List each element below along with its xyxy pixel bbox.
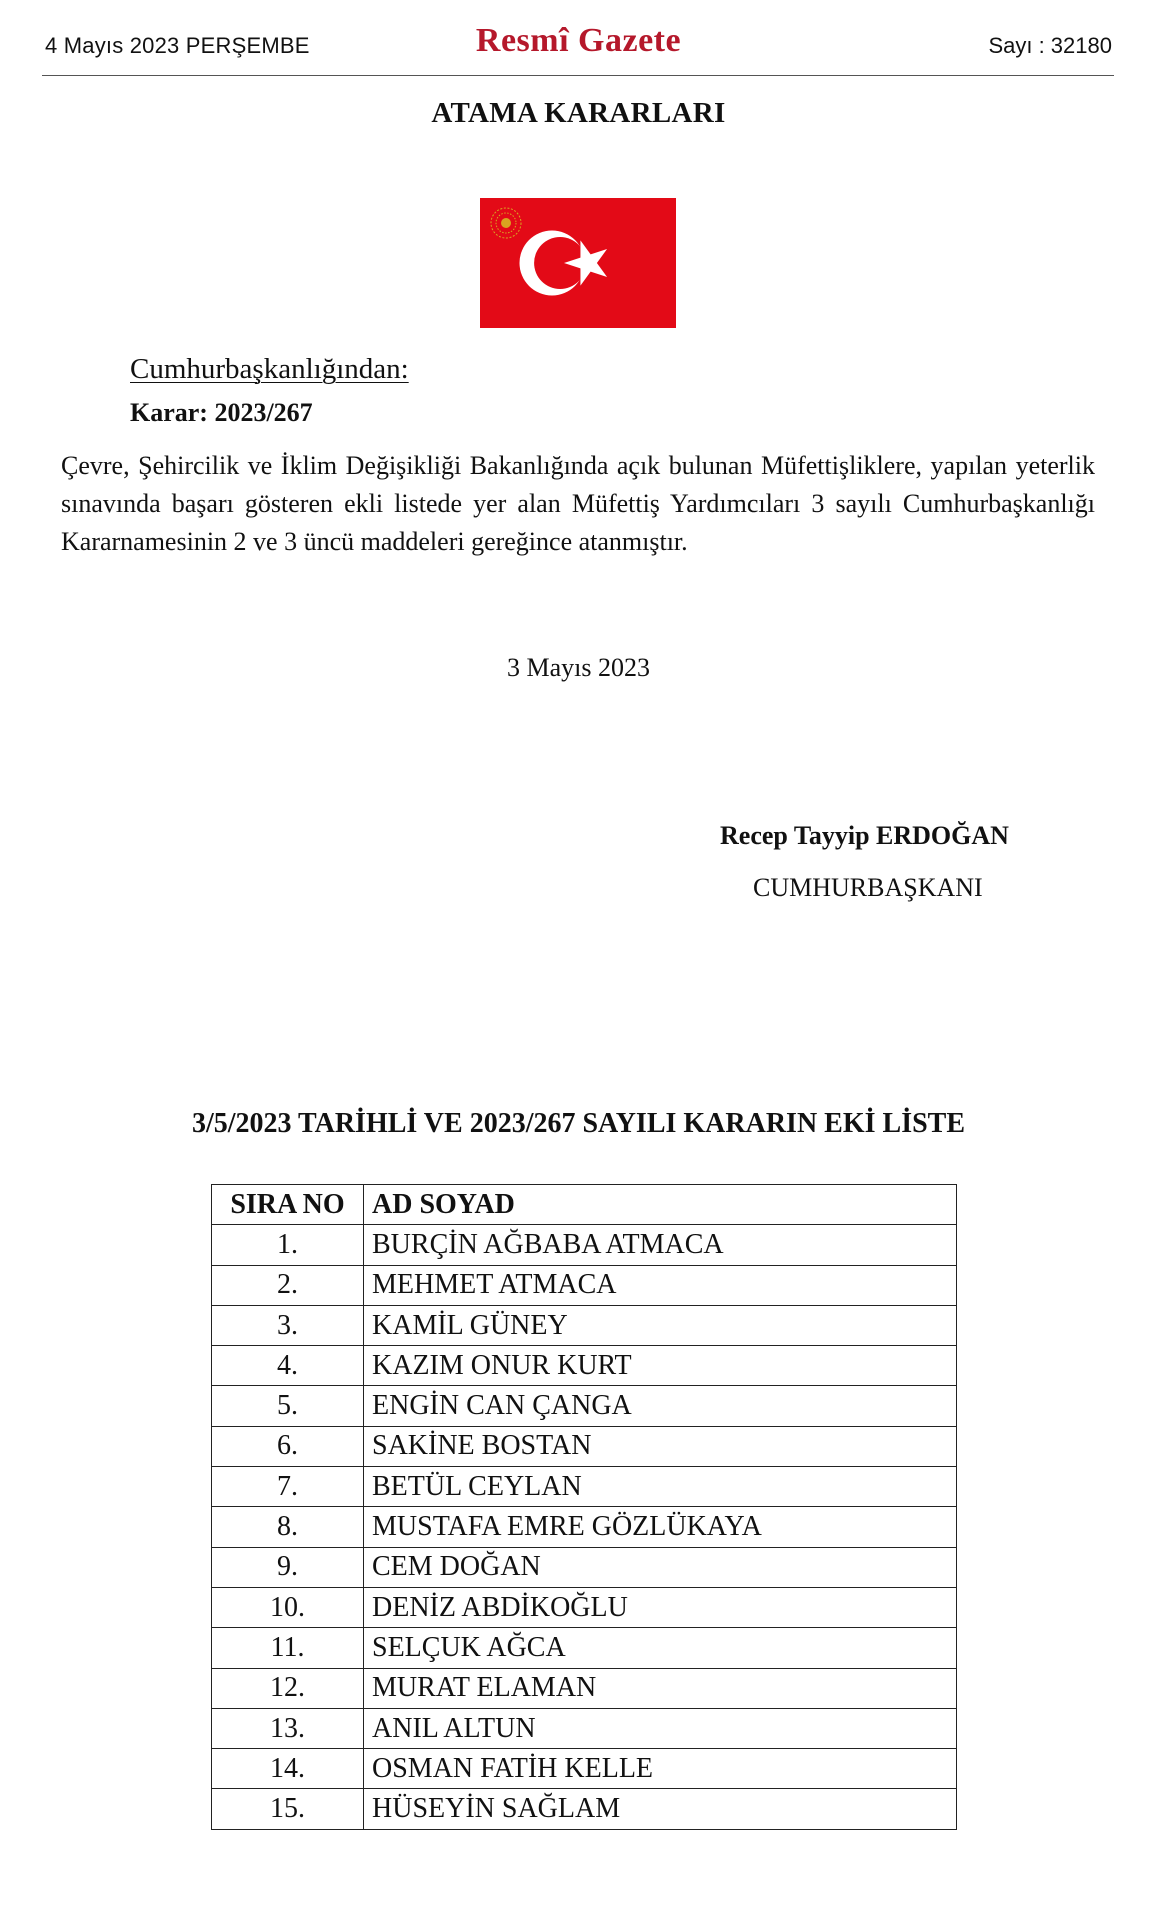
row-full-name: BETÜL CEYLAN [364,1467,957,1507]
table-row [212,1628,957,1668]
row-full-name: DENİZ ABDİKOĞLU [364,1587,957,1627]
row-full-name: BURÇİN AĞBABA ATMACA [364,1225,957,1265]
column-header-name: AD SOYAD [364,1185,957,1225]
row-number: 15. [212,1789,364,1829]
table-row [212,1789,957,1829]
signer-name: Recep Tayyip ERDOĞAN [720,821,1009,850]
issue-date: 4 Mayıs 2023 PERŞEMBE [45,33,310,58]
table-row [212,1305,957,1345]
row-number: 2. [212,1265,364,1305]
row-full-name: KAZIM ONUR KURT [364,1346,957,1386]
gazette-title: Resmî Gazete [475,22,682,59]
row-number: 6. [212,1426,364,1466]
table-row [212,1426,957,1466]
row-number: 1. [212,1225,364,1265]
table-row [212,1386,957,1426]
row-full-name: OSMAN FATİH KELLE [364,1749,957,1789]
row-full-name: SAKİNE BOSTAN [364,1426,957,1466]
row-number: 4. [212,1346,364,1386]
row-number: 9. [212,1547,364,1587]
row-full-name: CEM DOĞAN [364,1547,957,1587]
row-number: 10. [212,1587,364,1627]
table-row [212,1749,957,1789]
table-row [212,1467,957,1507]
issuing-authority: Cumhurbaşkanlığından: [130,353,409,385]
row-number: 11. [212,1628,364,1668]
row-full-name: HÜSEYİN SAĞLAM [364,1789,957,1829]
table-row [212,1507,957,1547]
row-number: 13. [212,1708,364,1748]
column-header-no: SIRA NO [212,1185,364,1225]
gazette-header [0,0,1157,80]
table-row [212,1225,957,1265]
row-number: 5. [212,1386,364,1426]
row-number: 12. [212,1668,364,1708]
row-full-name: KAMİL GÜNEY [364,1305,957,1345]
turkish-flag-icon [480,198,676,328]
row-number: 14. [212,1749,364,1789]
row-number: 7. [212,1467,364,1507]
section-title: ATAMA KARARLARI [431,97,726,129]
row-full-name: SELÇUK AĞCA [364,1628,957,1668]
table-row [212,1346,957,1386]
signer-title: CUMHURBAŞKANI [753,873,983,902]
table-row [212,1587,957,1627]
decision-number: Karar: 2023/267 [130,398,313,427]
appointment-list-table [211,1184,957,1830]
issue-number: Sayı : 32180 [988,33,1112,58]
table-row [212,1547,957,1587]
table-header-row [212,1185,957,1225]
header-divider [42,75,1114,76]
row-full-name: ANIL ALTUN [364,1708,957,1748]
list-title: 3/5/2023 TARİHLİ VE 2023/267 SAYILI KARARIN EKİ LİSTE [191,1108,966,1139]
table-row [212,1265,957,1305]
table-row [212,1668,957,1708]
table-body [212,1225,957,1829]
decision-text: Çevre, Şehircilik ve İklim Değişikliği Bakanlığında açık bulunan Müfettişliklere, yapılan yeterlik sınavında başarı gösteren ekli listede yer alan Müfettiş Yardımcıları 3 sayılı Cumhurbaşkanlığı Kararnamesinin 2 ve 3 üncü maddeleri gereğince atanmıştır. [61,451,1095,556]
table-row [212,1708,957,1748]
row-full-name: ENGİN CAN ÇANGA [364,1386,957,1426]
row-full-name: MURAT ELAMAN [364,1668,957,1708]
row-full-name: MUSTAFA EMRE GÖZLÜKAYA [364,1507,957,1547]
row-full-name: MEHMET ATMACA [364,1265,957,1305]
row-number: 8. [212,1507,364,1547]
signature-date: 3 Mayıs 2023 [507,653,650,682]
row-number: 3. [212,1305,364,1345]
